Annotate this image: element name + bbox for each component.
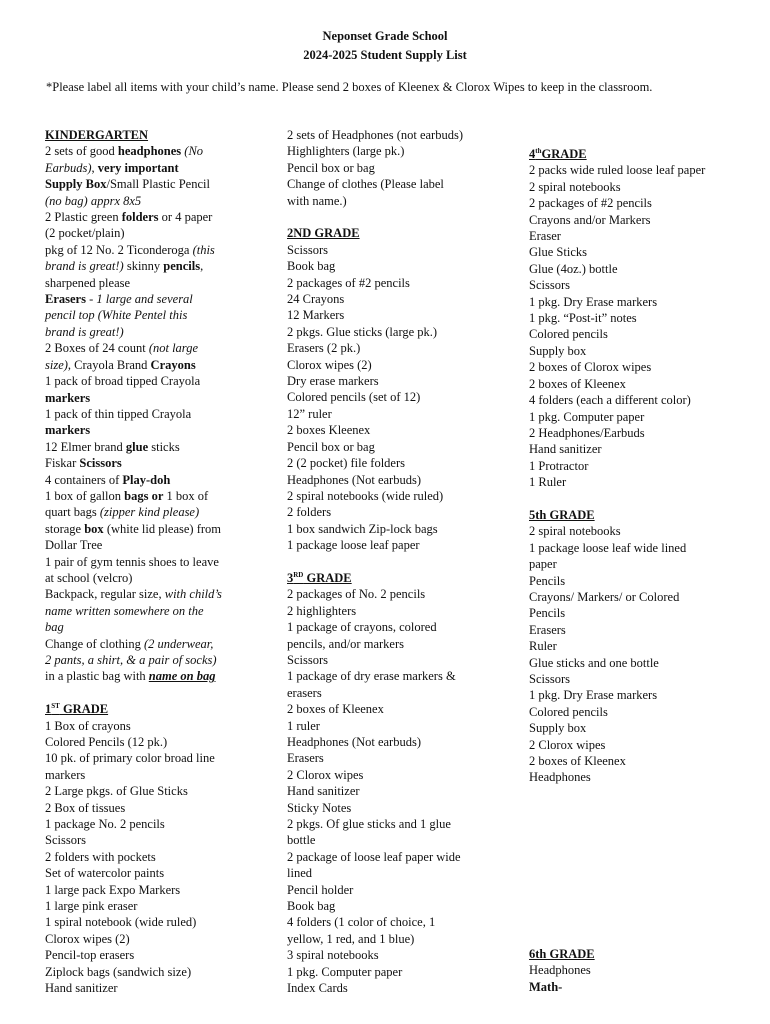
list-item: 2 Clorox wipes (529, 737, 606, 752)
list-item: 1 package loose leaf paper (287, 538, 420, 553)
grade-1-list (45, 718, 270, 997)
list-item: 2 boxes Kleenex (287, 423, 371, 438)
grade-6-heading: 6th GRADE (529, 947, 595, 961)
list-item: pencils, and/or markers (287, 636, 404, 651)
list-item: 2 pkgs. Of glue sticks and 1 glue (287, 817, 451, 832)
list-item: 4 folders (each a different color) (529, 393, 691, 408)
list-item: Supply box (529, 343, 587, 358)
list-item: 2 pants, a shirt, & a pair of socks) (45, 653, 217, 667)
label-note: *Please label all items with your child’s name. Please send 2 boxes of Kleenex & Clorox Wipes to keep in the classroom. (46, 80, 653, 94)
list-item: Scissors (529, 278, 570, 293)
list-item: 2 spiral notebooks (529, 524, 621, 539)
list-item: 10 pk. of primary color broad line (45, 751, 215, 766)
list-item: Pencils (529, 573, 566, 588)
list-item: 24 Crayons (287, 292, 345, 307)
list-item: Headphones (529, 963, 591, 978)
list-item: 12 Elmer brand glue sticks (45, 439, 180, 454)
list-item: 2 spiral notebooks (wide ruled) (287, 488, 444, 503)
list-item: Book bag (287, 899, 336, 914)
list-item: 1 Protractor (529, 458, 589, 473)
grade-1-heading: 1ST GRADE (45, 702, 109, 717)
list-item: 1 pkg. Computer paper (287, 964, 403, 979)
list-item: Glue (4oz.) bottle (529, 261, 618, 276)
list-item: with name.) (287, 193, 347, 208)
page-title: 2024-2025 Student Supply List (303, 48, 467, 62)
list-item: Headphones (529, 770, 591, 785)
list-item: 2 boxes of Clorox wipes (529, 360, 652, 375)
list-item: markers (45, 423, 91, 438)
grade-5-heading: 5th GRADE (529, 507, 595, 522)
list-item: 4 containers of Play-doh (45, 472, 171, 487)
list-item: 2 spiral notebooks (529, 179, 621, 194)
grade-2-heading: 2ND GRADE (287, 226, 360, 241)
column-1 (45, 127, 270, 997)
list-item: Pencils (529, 606, 566, 621)
list-item: Clorox wipes (2) (45, 931, 130, 946)
list-item: 2 Plastic green folders or 4 paper (45, 210, 213, 225)
school-name: Neponset Grade School (322, 29, 448, 43)
list-item: 1 pkg. Dry Erase markers (529, 688, 658, 703)
list-item: 1 package of crayons, colored (287, 620, 437, 635)
list-item: Change of clothes (Please label (287, 177, 444, 192)
list-item: 2 boxes of Kleenex (287, 702, 384, 717)
list-item: 3 spiral notebooks (287, 948, 379, 963)
list-item: Glue sticks and one bottle (529, 655, 659, 670)
list-item: erasers (287, 685, 322, 700)
list-item: paper (529, 557, 557, 572)
list-item: Erasers (529, 622, 566, 637)
list-item: Hand sanitizer (45, 981, 118, 996)
list-item: Sticky Notes (287, 800, 352, 815)
list-item: 1 pack of broad tipped Crayola (45, 374, 201, 389)
list-item: Colored pencils (529, 327, 608, 342)
list-item: Supply Box/Small Plastic Pencil (45, 177, 210, 192)
list-item: 1 ruler (287, 718, 320, 733)
list-item: Earbuds), very important (45, 160, 179, 175)
list-item: Backpack, regular size, with child’s (45, 587, 222, 602)
list-item: at school (velcro) (45, 570, 133, 585)
list-item: brand is great!) skinny pencils, (45, 259, 204, 274)
list-item: yellow, 1 red, and 1 blue) (287, 931, 415, 946)
grade-3-list (287, 586, 512, 996)
list-item: Set of watercolor paints (45, 866, 165, 881)
list-item: Headphones (Not earbuds) (287, 735, 421, 749)
list-item: Pencil box or bag (287, 439, 375, 454)
list-item: 2 (2 pocket) file folders (287, 456, 406, 471)
grade-4-heading: 4thGRADE (529, 147, 587, 161)
list-item: 2 Boxes of 24 count (not large (45, 341, 198, 356)
list-item: Hand sanitizer (287, 784, 360, 799)
list-item: 1 pkg. “Post-it” notes (529, 311, 637, 326)
list-item: 2 Large pkgs. of Glue Sticks (45, 784, 188, 799)
list-item: markers (45, 390, 91, 405)
list-item: Pencil box or bag (287, 160, 375, 175)
list-item: (no bag) apprx 8x5 (45, 193, 142, 208)
list-item: quart bags (zipper kind please) (45, 505, 200, 520)
list-item: 2 packs wide ruled loose leaf paper (529, 163, 706, 178)
grade-5-list (529, 523, 759, 786)
list-item: Erasers (287, 751, 324, 766)
list-item: Clorox wipes (2) (287, 357, 372, 372)
list-item: Highlighters (large pk.) (287, 144, 405, 159)
list-item: 2 package of loose leaf paper wide (287, 849, 461, 864)
list-item: Headphones (Not earbuds) (287, 472, 421, 487)
list-item: Index Cards (287, 981, 348, 996)
list-item: Book bag (287, 259, 336, 274)
list-item: Scissors (287, 652, 328, 667)
list-item: pencil top (White Pentel this (45, 308, 188, 323)
list-item: 2 pkgs. Glue sticks (large pk.) (287, 324, 438, 339)
list-item: 1 package No. 2 pencils (45, 817, 165, 832)
list-item: 1 Ruler (529, 475, 567, 490)
list-item: Glue Sticks (529, 245, 587, 260)
list-item: Scissors (45, 833, 86, 848)
grade-4-list (529, 162, 759, 490)
list-item: 2 Box of tissues (45, 800, 126, 815)
grade-6-list (529, 962, 759, 978)
list-item: name written somewhere on the (45, 603, 204, 618)
list-item: 2 packages of #2 pencils (529, 196, 652, 211)
list-item: 2 boxes of Kleenex (529, 376, 626, 391)
list-item: Colored Pencils (12 pk.) (45, 735, 168, 750)
list-item: in a plastic bag with name on bag (45, 669, 216, 684)
list-item: Colored pencils (529, 704, 608, 719)
list-item: 1 pack of thin tipped Crayola (45, 406, 192, 421)
list-item: Dry erase markers (287, 374, 379, 389)
list-item: 1 large pack Expo Markers (45, 882, 181, 897)
list-item: (2 pocket/plain) (45, 226, 125, 241)
list-item: Erasers (2 pk.) (287, 341, 361, 356)
list-item: 12 Markers (287, 308, 345, 323)
list-item: Hand sanitizer (529, 442, 602, 457)
list-item: 1 package loose leaf wide lined (529, 540, 687, 555)
list-item: Eraser (529, 229, 561, 244)
grade-6-section (529, 946, 759, 995)
column-3 (529, 146, 759, 786)
grade-2-list (287, 242, 512, 554)
list-item: size), Crayola Brand Crayons (45, 357, 196, 372)
list-item: Ruler (529, 639, 557, 654)
column-2 (287, 127, 512, 997)
list-item: storage box (white lid please) from (45, 521, 222, 536)
list-item: 2 sets of Headphones (not earbuds) (287, 128, 463, 142)
grade-3-heading: 3RD GRADE (287, 570, 352, 585)
grade-6-math-label: Math- (529, 979, 563, 994)
list-item: 1 large pink eraser (45, 899, 138, 914)
list-item: Crayons and/or Markers (529, 212, 651, 227)
list-item: bag (45, 620, 64, 635)
list-item: 1 pkg. Dry Erase markers (529, 294, 658, 309)
list-item: 4 folders (1 color of choice, 1 (287, 915, 436, 930)
list-item: 2 boxes of Kleenex (529, 754, 626, 769)
list-item: 12” ruler (287, 406, 332, 421)
list-item: Pencil-top erasers (45, 948, 135, 963)
kindergarten-continued-list (287, 127, 512, 209)
list-item: brand is great!) (45, 324, 124, 339)
list-item: 1 spiral notebook (wide ruled) (45, 915, 197, 930)
list-item: 1 box sandwich Zip-lock bags (287, 521, 438, 536)
list-item: Erasers - 1 large and several (45, 292, 193, 307)
list-item: 2 sets of good headphones (No (45, 144, 204, 159)
list-item: Change of clothing (2 underwear, (45, 636, 214, 651)
list-item: 1 Box of crayons (45, 718, 131, 733)
list-item: 1 pair of gym tennis shoes to leave (45, 554, 219, 569)
list-item: 2 folders (287, 505, 332, 520)
list-item: 1 pkg. Computer paper (529, 409, 645, 424)
list-item: Scissors (287, 242, 328, 257)
list-item: Ziplock bags (sandwich size) (45, 964, 192, 979)
list-item: bottle (287, 833, 316, 848)
kindergarten-heading: KINDERGARTEN (45, 128, 149, 142)
list-item: 1 package of dry erase markers & (287, 669, 456, 684)
list-item: 2 packages of #2 pencils (287, 275, 410, 290)
list-item: markers (45, 767, 86, 782)
list-item: Pencil holder (287, 882, 354, 897)
list-item: Scissors (529, 671, 570, 686)
list-item: pkg of 12 No. 2 Ticonderoga (this (45, 242, 215, 257)
list-item: Fiskar Scissors (45, 456, 122, 471)
list-item: 2 folders with pockets (45, 849, 156, 864)
list-item: 2 Clorox wipes (287, 767, 364, 782)
list-item: lined (287, 866, 312, 881)
list-item: 2 Headphones/Earbuds (529, 425, 645, 440)
list-item: 2 highlighters (287, 603, 357, 618)
list-item: Colored pencils (set of 12) (287, 390, 421, 405)
list-item: 2 packages of No. 2 pencils (287, 587, 426, 602)
list-item: Supply box (529, 721, 587, 736)
list-item: Crayons/ Markers/ or Colored (529, 589, 680, 604)
list-item: Dollar Tree (45, 538, 103, 553)
list-item: sharpened please (45, 275, 131, 290)
list-item: 1 box of gallon bags or 1 box of (45, 488, 209, 503)
